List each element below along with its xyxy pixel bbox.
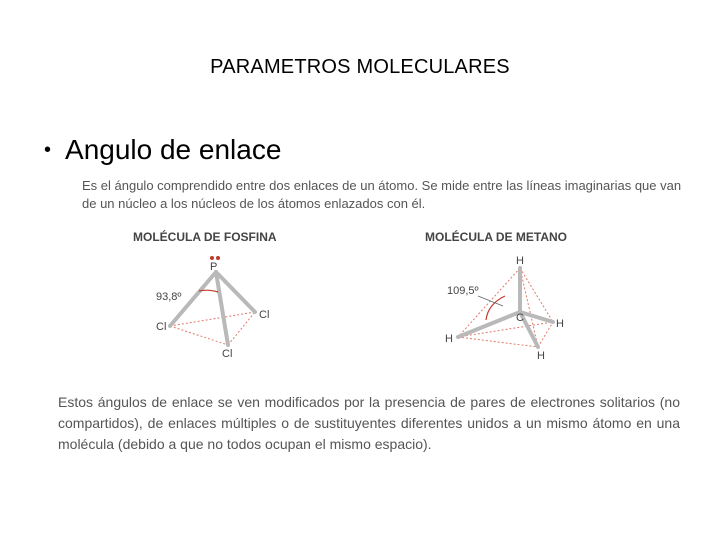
methane-angle-pointer xyxy=(478,296,503,306)
phosphine-diagram xyxy=(156,256,269,360)
methane-atom-c: C xyxy=(516,312,524,324)
slide-title: PARAMETROS MOLECULARES xyxy=(210,56,510,78)
phosphine-atom-cl-left: Cl xyxy=(156,321,167,333)
definition-text: Es el ángulo comprendido entre dos enlaces de un átomo. Se mide entre las líneas imaginarias que van de un núcleo a los núcleos de los átomos enlazados con él. xyxy=(82,178,682,211)
methane-edge-6 xyxy=(538,322,553,347)
bullet-dot-icon: • xyxy=(44,138,52,161)
cl-cl-dashed-line-2 xyxy=(170,326,228,345)
methane-angle-arc xyxy=(486,296,505,320)
bullet-text: Angulo de enlace xyxy=(65,134,282,165)
methane-angle-label: 109,5º xyxy=(447,285,479,297)
c-h-bond-left xyxy=(458,312,520,337)
methane-edge-5 xyxy=(458,337,538,347)
footer-text: Estos ángulos de enlace se ven modificados por la presencia de pares de electrones solitarios (no compartidos), de enlaces múltiples o de sustituyentes diferentes unidos a un mismo átomo en una molécula (debido a que no todos ocupan el mismo espacio). xyxy=(58,394,680,452)
phosphine-angle-arc xyxy=(199,290,218,292)
cl-cl-dashed-line-3 xyxy=(228,312,255,345)
lone-pair-dot-1 xyxy=(210,256,214,260)
methane-atom-h-bottom: H xyxy=(537,350,545,362)
methane-atom-h-left: H xyxy=(445,333,453,345)
methane-atom-h-top: H xyxy=(516,255,524,267)
phosphine-atom-cl-bottom: Cl xyxy=(222,348,233,360)
phosphine-angle-label: 93,8º xyxy=(156,291,182,303)
phosphine-atom-cl-right: Cl xyxy=(259,309,270,321)
phosphine-atom-p: P xyxy=(210,261,218,273)
phosphine-title: MOLÉCULA DE FOSFINA xyxy=(133,230,277,244)
methane-edge-3 xyxy=(520,268,538,347)
methane-atom-h-right: H xyxy=(556,318,564,330)
lone-pair-dot-2 xyxy=(216,256,220,260)
methane-title: MOLÉCULA DE METANO xyxy=(425,230,567,244)
methane-diagram xyxy=(445,255,564,362)
